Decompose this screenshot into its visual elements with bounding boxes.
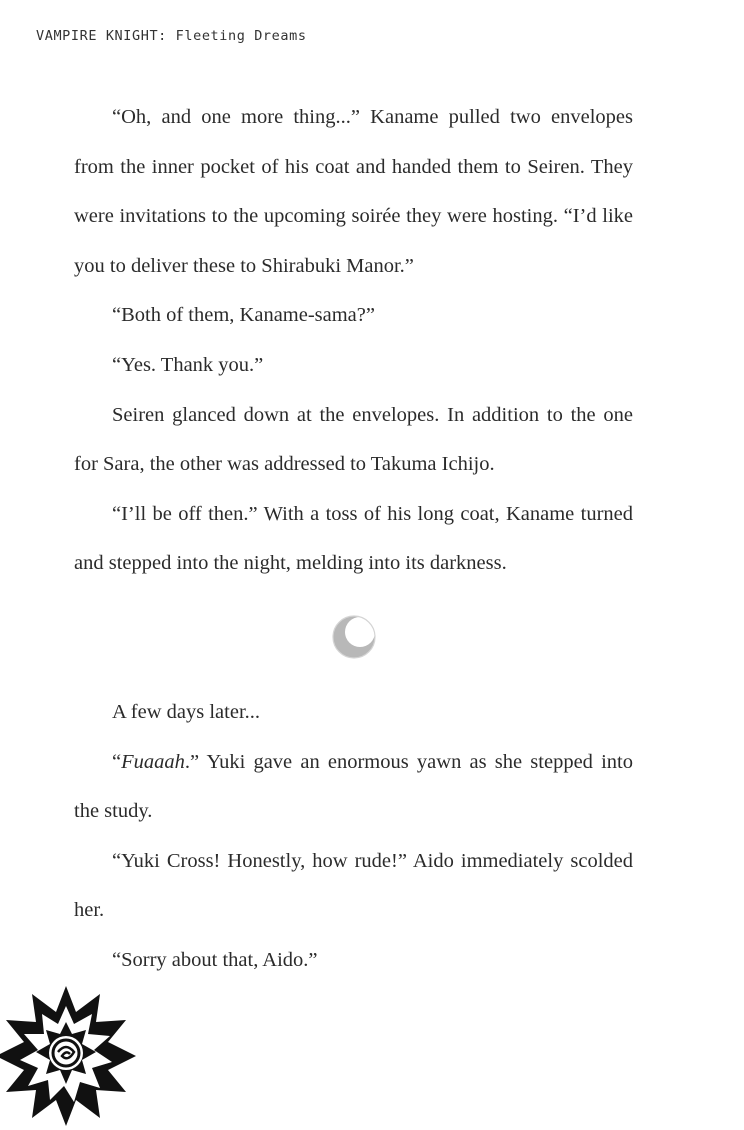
paragraph: “Sorry about that, Aido.” xyxy=(112,948,318,971)
rose-ornament-icon xyxy=(0,982,140,1130)
paragraph: “Yuki Cross! Honestly, how rude!” Aido immediately scolded her. xyxy=(74,849,633,922)
paragraph: “Oh, and one more thing...” Kaname pulled two envelopes from the inner pocket of his coat and handed them to Seiren. They were invitations to the upcoming soirée they were hosting. “I’d like you to deliver these to Shirabuki Manor.” xyxy=(74,106,633,277)
paragraph-rest: .” Yuki gave an enormous yawn as she stepped into the study. xyxy=(74,750,633,823)
running-head: VAMPIRE KNIGHT: Fleeting Dreams xyxy=(36,28,307,44)
paragraph: A few days later... xyxy=(112,701,261,723)
paragraph: “I’ll be off then.” With a toss of his long coat, Kaname turned and stepped into the night, melding into its darkness. xyxy=(74,502,633,575)
paragraph xyxy=(74,738,633,837)
body-text-bottom xyxy=(74,688,633,986)
crescent-moon-icon xyxy=(330,613,378,661)
body-text-top xyxy=(74,93,633,589)
paragraph: “Both of them, Kaname-sama?” xyxy=(112,304,375,327)
italic-word: Fuaaah xyxy=(121,750,185,773)
paragraph: Seiren glanced down at the envelopes. In addition to the one for Sara, the other was addressed to Takuma Ichijo. xyxy=(74,403,633,476)
paragraph: “Yes. Thank you.” xyxy=(112,353,264,376)
quote-open: “ xyxy=(112,750,122,773)
